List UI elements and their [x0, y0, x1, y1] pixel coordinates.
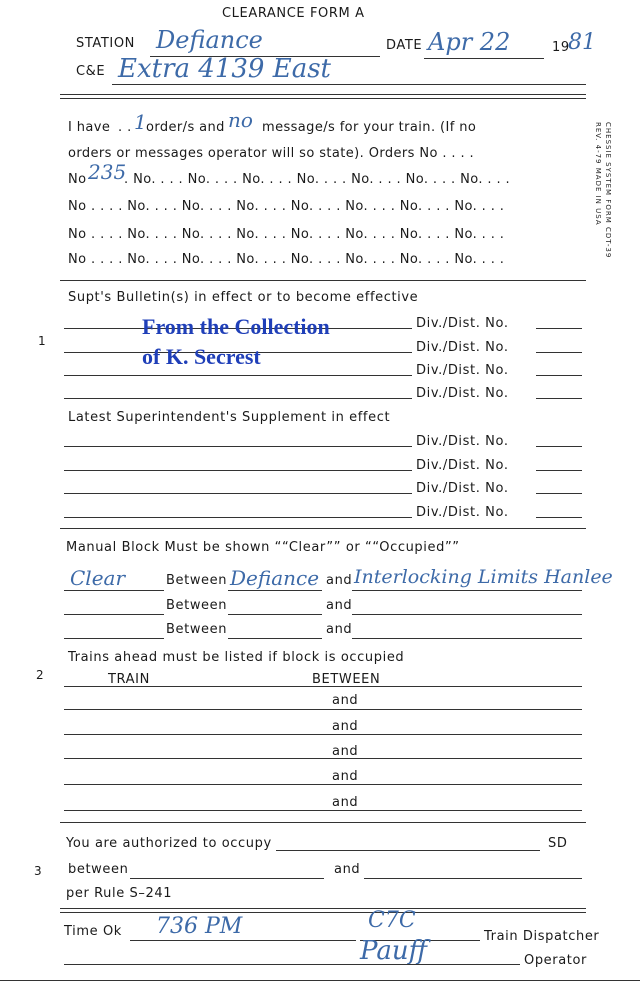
- ce-label: C&E: [76, 64, 106, 79]
- messages-count: no: [228, 108, 253, 132]
- orders-row-4: No . . . . No. . . . No. . . . No. . . . No. . . . No. . . . No. . . . No. . . .: [68, 252, 505, 267]
- orders-and-label: order/s and: [146, 120, 225, 135]
- train-row-and: and: [332, 795, 359, 810]
- rule-reference: per Rule S–241: [66, 886, 173, 901]
- supplement-heading: Latest Superintendent's Supplement in effect: [68, 410, 391, 425]
- train-row-and: and: [332, 769, 359, 784]
- supplement-row-label: Div./Dist. No.: [416, 434, 509, 449]
- and-value: Interlocking Limits Hanlee: [354, 566, 613, 588]
- station-value: Defiance: [156, 26, 263, 54]
- orders-line-2: orders or messages operator will so state). Orders No . . . .: [68, 146, 475, 161]
- orders-row-2: No . . . . No. . . . No. . . . No. . . . No. . . . No. . . . No. . . . No. . . .: [68, 199, 505, 214]
- orders-i-have: I have: [68, 120, 111, 135]
- operator-label: Operator: [524, 953, 587, 968]
- orders-row-1: . No. . . . No. . . . No. . . . No. . . . No. . . . No. . . . No. . . .: [124, 172, 511, 187]
- margin-number-3: 3: [34, 864, 42, 878]
- bulletin-row-label: Div./Dist. No.: [416, 363, 509, 378]
- side-label-rev: REV. 4-79 MADE IN USA: [594, 122, 602, 226]
- collection-stamp-line-2: of K. Secrest: [142, 344, 261, 369]
- station-label: STATION: [76, 36, 135, 51]
- messages-text: message/s for your train. (If no: [262, 120, 477, 135]
- train-column-header: TRAIN: [108, 672, 150, 687]
- ce-value: Extra 4139 East: [118, 54, 331, 84]
- authorize-between: between: [68, 862, 129, 877]
- form-title: CLEARANCE FORM A: [222, 6, 365, 21]
- block-heading: Manual Block Must be shown ““Clear”” or ““Occupied””: [66, 540, 460, 555]
- and-label: and: [326, 622, 353, 637]
- block-status-value: Clear: [70, 566, 126, 590]
- bulletin-heading: Supt's Bulletin(s) in effect or to become effective: [68, 290, 419, 305]
- train-dispatcher-label: Train Dispatcher: [484, 929, 600, 944]
- collection-stamp-line-1: From the Collection: [142, 314, 330, 339]
- trains-heading: Trains ahead must be listed if block is occupied: [68, 650, 405, 665]
- year-value: 81: [568, 30, 596, 55]
- supplement-row-label: Div./Dist. No.: [416, 481, 509, 496]
- bulletin-row-label: Div./Dist. No.: [416, 316, 509, 331]
- train-row-and: and: [332, 693, 359, 708]
- first-order-number: 235: [88, 160, 127, 184]
- supplement-row-label: Div./Dist. No.: [416, 458, 509, 473]
- between-column-header: BETWEEN: [312, 672, 381, 687]
- time-ok-value: 736 PM: [156, 914, 243, 939]
- orders-row-3: No . . . . No. . . . No. . . . No. . . . No. . . . No. . . . No. . . . No. . . .: [68, 227, 505, 242]
- subdivision-label: SD: [548, 836, 568, 851]
- orders-count: 1: [134, 110, 147, 134]
- operator-signature: Pauff: [360, 936, 427, 966]
- date-value: Apr 22: [428, 28, 511, 56]
- between-label: Between: [166, 622, 228, 637]
- authorize-text: You are authorized to occupy: [66, 836, 272, 851]
- and-label: and: [326, 573, 353, 588]
- train-row-and: and: [332, 719, 359, 734]
- dispatcher-initials: C7C: [368, 908, 416, 933]
- margin-number-2: 2: [36, 668, 44, 682]
- supplement-row-label: Div./Dist. No.: [416, 505, 509, 520]
- clearance-form: CLEARANCE FORM A CHESSIE SYSTEM FORM CDT-39 REV. 4-79 MADE IN USA STATION Defiance DATE Apr 22 19 81 C&E Extra 4139 East I have . . 1 order/s and no message/s for your train. (If no orders or messages operator will so state). Orders No . . . . No 235 . No. . . . No. . . . No. . . . No. . . . No. . . . No. . . . No. . . . No . . . . No. . . . No. . . . No. . . . No. . . . No. . . . No. . . . No. . . . No . . . . No. . . . No. . . . No. . . . No. . . . No. . . . No. . . . No. . . . No . . . . No. . . . No. . . . No. . . . No. . . . No. . . . No. . . . No. . . . Supt's Bulletin(s) in effect or to become effective 1 Div./Dist. No. Div./Dist. No. Div./Dist. No. Div./Dist. No. From the Collection of K. Secrest Latest Superintendent's Supplement in effect Div./Dist. No. Div./Dist. No. Div./Dist. No. Div./Dist. No. Manual Block Must be shown ““Clear”” or ““Occupied”” Clear Between Defiance and Interlocking Limits Hanlee Between and Between and Trains ahead must be listed if block is occupied 2 TRAIN BETWEEN and and and and and You are authorized to occupy SD 3 between and per Rule S–241 Time Ok 736 PM C7C Train Dispatcher Pauff Operator: [0, 0, 640, 986]
- margin-number-1: 1: [38, 334, 46, 348]
- between-label: Between: [166, 598, 228, 613]
- between-label: Between: [166, 573, 228, 588]
- authorize-and: and: [334, 862, 361, 877]
- and-label: and: [326, 598, 353, 613]
- year-prefix: 19: [552, 40, 570, 55]
- time-ok-label: Time Ok: [64, 924, 122, 939]
- bulletin-row-label: Div./Dist. No.: [416, 386, 509, 401]
- between-value: Defiance: [230, 566, 320, 590]
- bulletin-row-label: Div./Dist. No.: [416, 340, 509, 355]
- train-row-and: and: [332, 744, 359, 759]
- date-label: DATE: [386, 38, 423, 53]
- side-label-form: CHESSIE SYSTEM FORM CDT-39: [604, 122, 612, 259]
